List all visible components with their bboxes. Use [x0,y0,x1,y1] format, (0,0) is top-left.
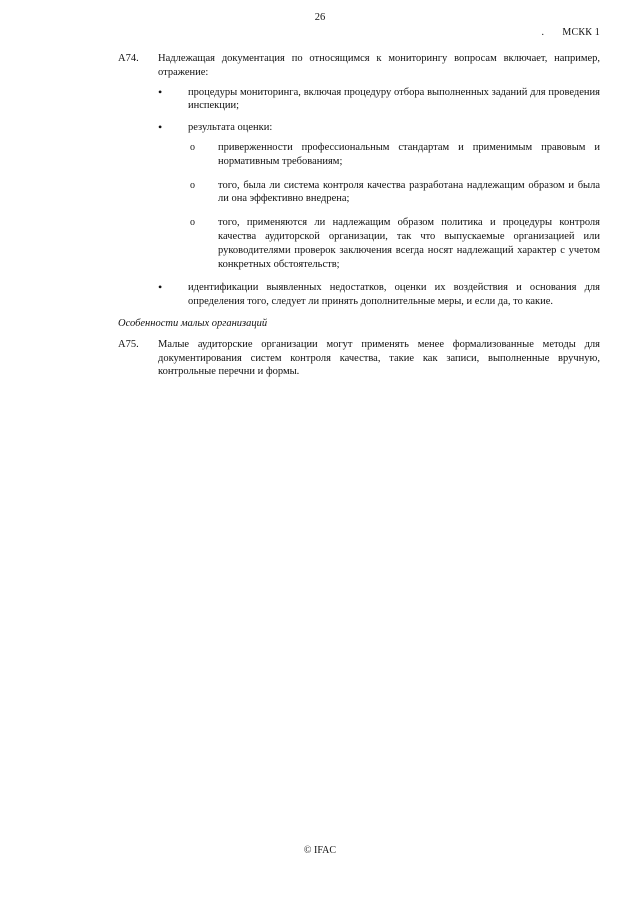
bullet-icon: • [158,84,163,99]
list-item [118,86,600,114]
sub-list-item-text: того, применяются ли надлежащим образом политика и процедуры контроля качества аудиторской организации, так что выпускаемые организацией или руководителями проверок заключения всегда носят надлежащий характер с учетом конкретных обстоятельств; [218,217,600,270]
document-body [118,52,600,379]
paragraph-text: Малые аудиторские организации могут применять менее формализованные методы для документирования систем контроля качества, такие как записи, выполненные вручную, контрольные перечни и формы. [158,338,600,378]
sub-bullet-list [188,141,600,271]
footer-copyright: © IFAC [303,845,337,856]
sub-list-item [188,141,600,169]
paragraph-a74 [118,52,600,80]
circle-bullet-icon: o [190,217,195,229]
dot-mark: . [541,27,544,38]
bullet-icon: • [158,120,163,135]
paragraph-number: A75. [118,338,139,350]
circle-bullet-icon: o [190,141,195,153]
sub-list-item [188,179,600,207]
circle-bullet-icon: o [190,179,195,191]
list-item-text: идентификации выявленных недостатков, оценки их воздействия и основания для определения того, следует ли принять дополнительные меры, и если да, то какие. [188,282,600,308]
list-item [118,121,600,271]
sub-list-item-text: приверженности профессиональным стандартам и применимым правовым и нормативным требованиям; [218,141,600,167]
sub-list-item-text: того, была ли система контроля качества разработана надлежащим образом и была ли она эффективно внедрена; [218,179,600,205]
standard-code: МСКК 1 [562,27,600,38]
section-heading: Особенности малых организаций [118,317,268,329]
paragraph-a75 [118,338,600,379]
bullet-list [118,86,600,309]
page-number: 26 [314,12,326,23]
sub-list-item [188,216,600,271]
list-item-text: процедуры мониторинга, включая процедуру отбора выполненных заданий для проведения инспекции; [188,86,600,112]
list-item [118,281,600,309]
bullet-icon: • [158,280,163,295]
paragraph-number: A74. [118,53,139,64]
paragraph-text: Надлежащая документация по относящимся к мониторингу вопросам включает, например, отражение: [158,53,600,78]
list-item-text: результата оценки: [188,122,273,134]
